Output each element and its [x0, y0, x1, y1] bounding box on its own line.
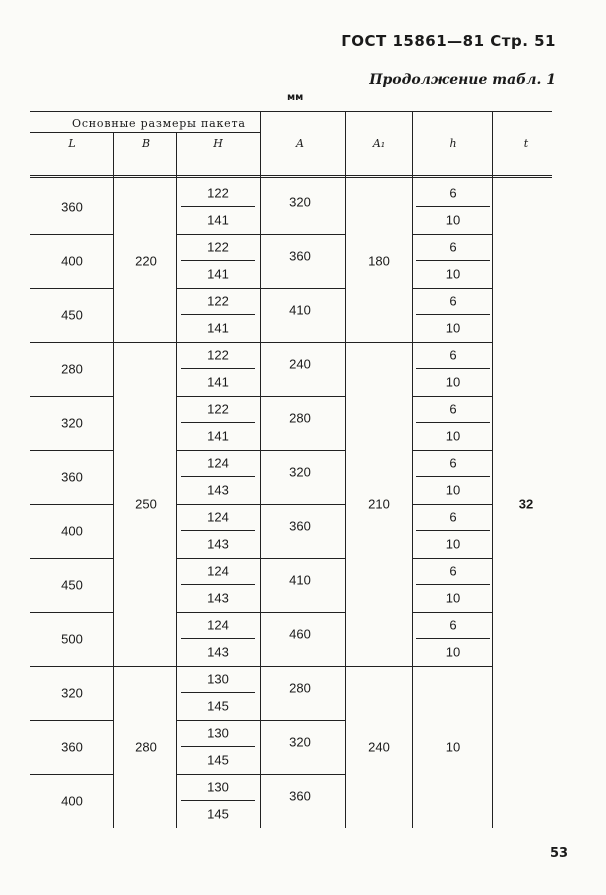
cell-L: 360 [61, 469, 83, 485]
row-rule-A [260, 450, 345, 451]
row-rule-h [412, 666, 492, 667]
header-column-divider [345, 111, 346, 178]
header-bottom-rule-double [30, 177, 552, 178]
cell-h: 10 [445, 644, 461, 660]
cell-H: 143 [207, 644, 229, 660]
row-rule-h [412, 558, 492, 559]
row-rule-L [30, 342, 113, 343]
group-rule-A1 [345, 666, 412, 667]
cell-h: 10 [445, 428, 461, 444]
cell-A: 410 [289, 302, 311, 318]
row-rule-h [412, 504, 492, 505]
row-rule-A [260, 666, 345, 667]
subrow-rule-H [181, 260, 255, 261]
cell-L: 400 [61, 523, 83, 539]
row-rule-A [260, 288, 345, 289]
cell-H: 143 [207, 590, 229, 606]
column-divider [492, 178, 493, 828]
subrow-rule-H [181, 314, 255, 315]
cell-H: 143 [207, 482, 229, 498]
row-rule-H [176, 288, 260, 289]
cell-A1: 240 [368, 739, 390, 755]
cell-H: 122 [207, 293, 229, 309]
cell-h: 10 [445, 590, 461, 606]
cell-t: 32 [518, 496, 534, 512]
cell-h: 10 [445, 482, 461, 498]
cell-h: 6 [449, 185, 457, 201]
cell-H: 122 [207, 347, 229, 363]
subrow-rule-H [181, 692, 255, 693]
cell-L: 400 [61, 253, 83, 269]
cell-h: 10 [445, 739, 461, 755]
column-divider [260, 178, 261, 828]
subrow-rule-H [181, 422, 255, 423]
group-rule-B [113, 342, 176, 343]
row-rule-A [260, 612, 345, 613]
subrow-rule-H [181, 530, 255, 531]
units-label: мм [287, 92, 304, 103]
cell-H: 141 [207, 320, 229, 336]
cell-L: 320 [61, 685, 83, 701]
cell-H: 145 [207, 752, 229, 768]
cell-A: 460 [289, 626, 311, 642]
cell-H: 124 [207, 617, 229, 633]
row-rule-A [260, 234, 345, 235]
subrow-rule-H [181, 638, 255, 639]
cell-h: 6 [449, 563, 457, 579]
header-bottom-rule [30, 175, 552, 176]
row-rule-L [30, 612, 113, 613]
cell-A: 410 [289, 572, 311, 588]
subrow-rule-H [181, 206, 255, 207]
subrow-rule-H [181, 476, 255, 477]
cell-H: 141 [207, 266, 229, 282]
cell-B: 250 [135, 496, 157, 512]
column-header: B [141, 137, 151, 150]
row-rule-L [30, 234, 113, 235]
cell-A1: 180 [368, 253, 390, 269]
subrow-rule-h [416, 476, 490, 477]
cell-A: 360 [289, 248, 311, 264]
cell-L: 450 [61, 307, 83, 323]
cell-H: 141 [207, 374, 229, 390]
row-rule-A [260, 558, 345, 559]
header-column-divider [176, 132, 177, 178]
subrow-rule-h [416, 530, 490, 531]
group-header-rule [30, 132, 260, 133]
cell-h: 6 [449, 455, 457, 471]
subrow-rule-h [416, 638, 490, 639]
header-column-divider [412, 111, 413, 178]
cell-B: 280 [135, 739, 157, 755]
subrow-rule-h [416, 206, 490, 207]
row-rule-A [260, 504, 345, 505]
row-rule-L [30, 666, 113, 667]
cell-H: 122 [207, 185, 229, 201]
row-rule-L [30, 558, 113, 559]
row-rule-H [176, 774, 260, 775]
row-rule-H [176, 666, 260, 667]
column-divider [113, 178, 114, 828]
subrow-rule-H [181, 746, 255, 747]
cell-h: 6 [449, 401, 457, 417]
cell-h: 10 [445, 320, 461, 336]
group-rule-A1 [345, 342, 412, 343]
column-header: A₁ [372, 137, 386, 150]
cell-h: 6 [449, 347, 457, 363]
row-rule-H [176, 234, 260, 235]
column-header: L [68, 137, 76, 150]
row-rule-A [260, 396, 345, 397]
subrow-rule-h [416, 584, 490, 585]
column-divider [345, 178, 346, 828]
row-rule-H [176, 720, 260, 721]
cell-H: 145 [207, 698, 229, 714]
cell-h: 10 [445, 374, 461, 390]
cell-A: 360 [289, 788, 311, 804]
cell-h: 10 [445, 212, 461, 228]
row-rule-H [176, 504, 260, 505]
cell-H: 124 [207, 563, 229, 579]
row-rule-H [176, 612, 260, 613]
row-rule-H [176, 450, 260, 451]
cell-A: 320 [289, 734, 311, 750]
column-header: h [449, 137, 457, 150]
cell-h: 6 [449, 239, 457, 255]
cell-H: 124 [207, 455, 229, 471]
row-rule-h [412, 612, 492, 613]
cell-H: 143 [207, 536, 229, 552]
cell-L: 280 [61, 361, 83, 377]
cell-h: 10 [445, 266, 461, 282]
cell-H: 145 [207, 806, 229, 822]
subrow-rule-h [416, 368, 490, 369]
row-rule-h [412, 450, 492, 451]
cell-A: 320 [289, 464, 311, 480]
subrow-rule-H [181, 584, 255, 585]
row-rule-A [260, 342, 345, 343]
header-column-divider [113, 132, 114, 178]
cell-L: 360 [61, 739, 83, 755]
cell-h: 10 [445, 536, 461, 552]
cell-A: 280 [289, 410, 311, 426]
cell-A: 240 [289, 356, 311, 372]
cell-h: 6 [449, 293, 457, 309]
cell-L: 400 [61, 793, 83, 809]
subrow-rule-H [181, 800, 255, 801]
row-rule-L [30, 396, 113, 397]
cell-L: 500 [61, 631, 83, 647]
subrow-rule-H [181, 368, 255, 369]
cell-L: 320 [61, 415, 83, 431]
row-rule-L [30, 774, 113, 775]
cell-h: 6 [449, 509, 457, 525]
row-rule-A [260, 720, 345, 721]
cell-H: 122 [207, 239, 229, 255]
row-rule-h [412, 234, 492, 235]
row-rule-A [260, 774, 345, 775]
row-rule-L [30, 288, 113, 289]
column-divider [176, 178, 177, 828]
cell-L: 450 [61, 577, 83, 593]
row-rule-h [412, 342, 492, 343]
column-header: A [296, 137, 304, 150]
header-column-divider [492, 111, 493, 178]
row-rule-h [412, 396, 492, 397]
row-rule-L [30, 450, 113, 451]
group-rule-B [113, 666, 176, 667]
column-header: t [523, 137, 529, 150]
row-rule-L [30, 720, 113, 721]
row-rule-H [176, 342, 260, 343]
cell-A: 280 [289, 680, 311, 696]
column-divider [412, 178, 413, 828]
table-top-rule [30, 111, 552, 112]
group-header: Основные размеры пакета [72, 117, 246, 130]
cell-B: 220 [135, 253, 157, 269]
row-rule-H [176, 396, 260, 397]
header-column-divider [260, 111, 261, 178]
cell-H: 124 [207, 509, 229, 525]
column-header: H [213, 137, 223, 150]
subrow-rule-h [416, 422, 490, 423]
row-rule-L [30, 504, 113, 505]
subrow-rule-h [416, 260, 490, 261]
cell-h: 6 [449, 617, 457, 633]
cell-H: 130 [207, 725, 229, 741]
cell-H: 141 [207, 428, 229, 444]
cell-H: 130 [207, 779, 229, 795]
row-rule-h [412, 288, 492, 289]
cell-H: 122 [207, 401, 229, 417]
table-continuation-title: Продолжение табл. 1 [369, 72, 556, 88]
page-header: ГОСТ 15861—81 Стр. 51 [341, 32, 556, 50]
cell-H: 130 [207, 671, 229, 687]
cell-L: 360 [61, 199, 83, 215]
cell-A: 320 [289, 194, 311, 210]
cell-A1: 210 [368, 496, 390, 512]
row-rule-H [176, 558, 260, 559]
page-number: 53 [550, 846, 569, 861]
subrow-rule-h [416, 314, 490, 315]
cell-H: 141 [207, 212, 229, 228]
cell-A: 360 [289, 518, 311, 534]
